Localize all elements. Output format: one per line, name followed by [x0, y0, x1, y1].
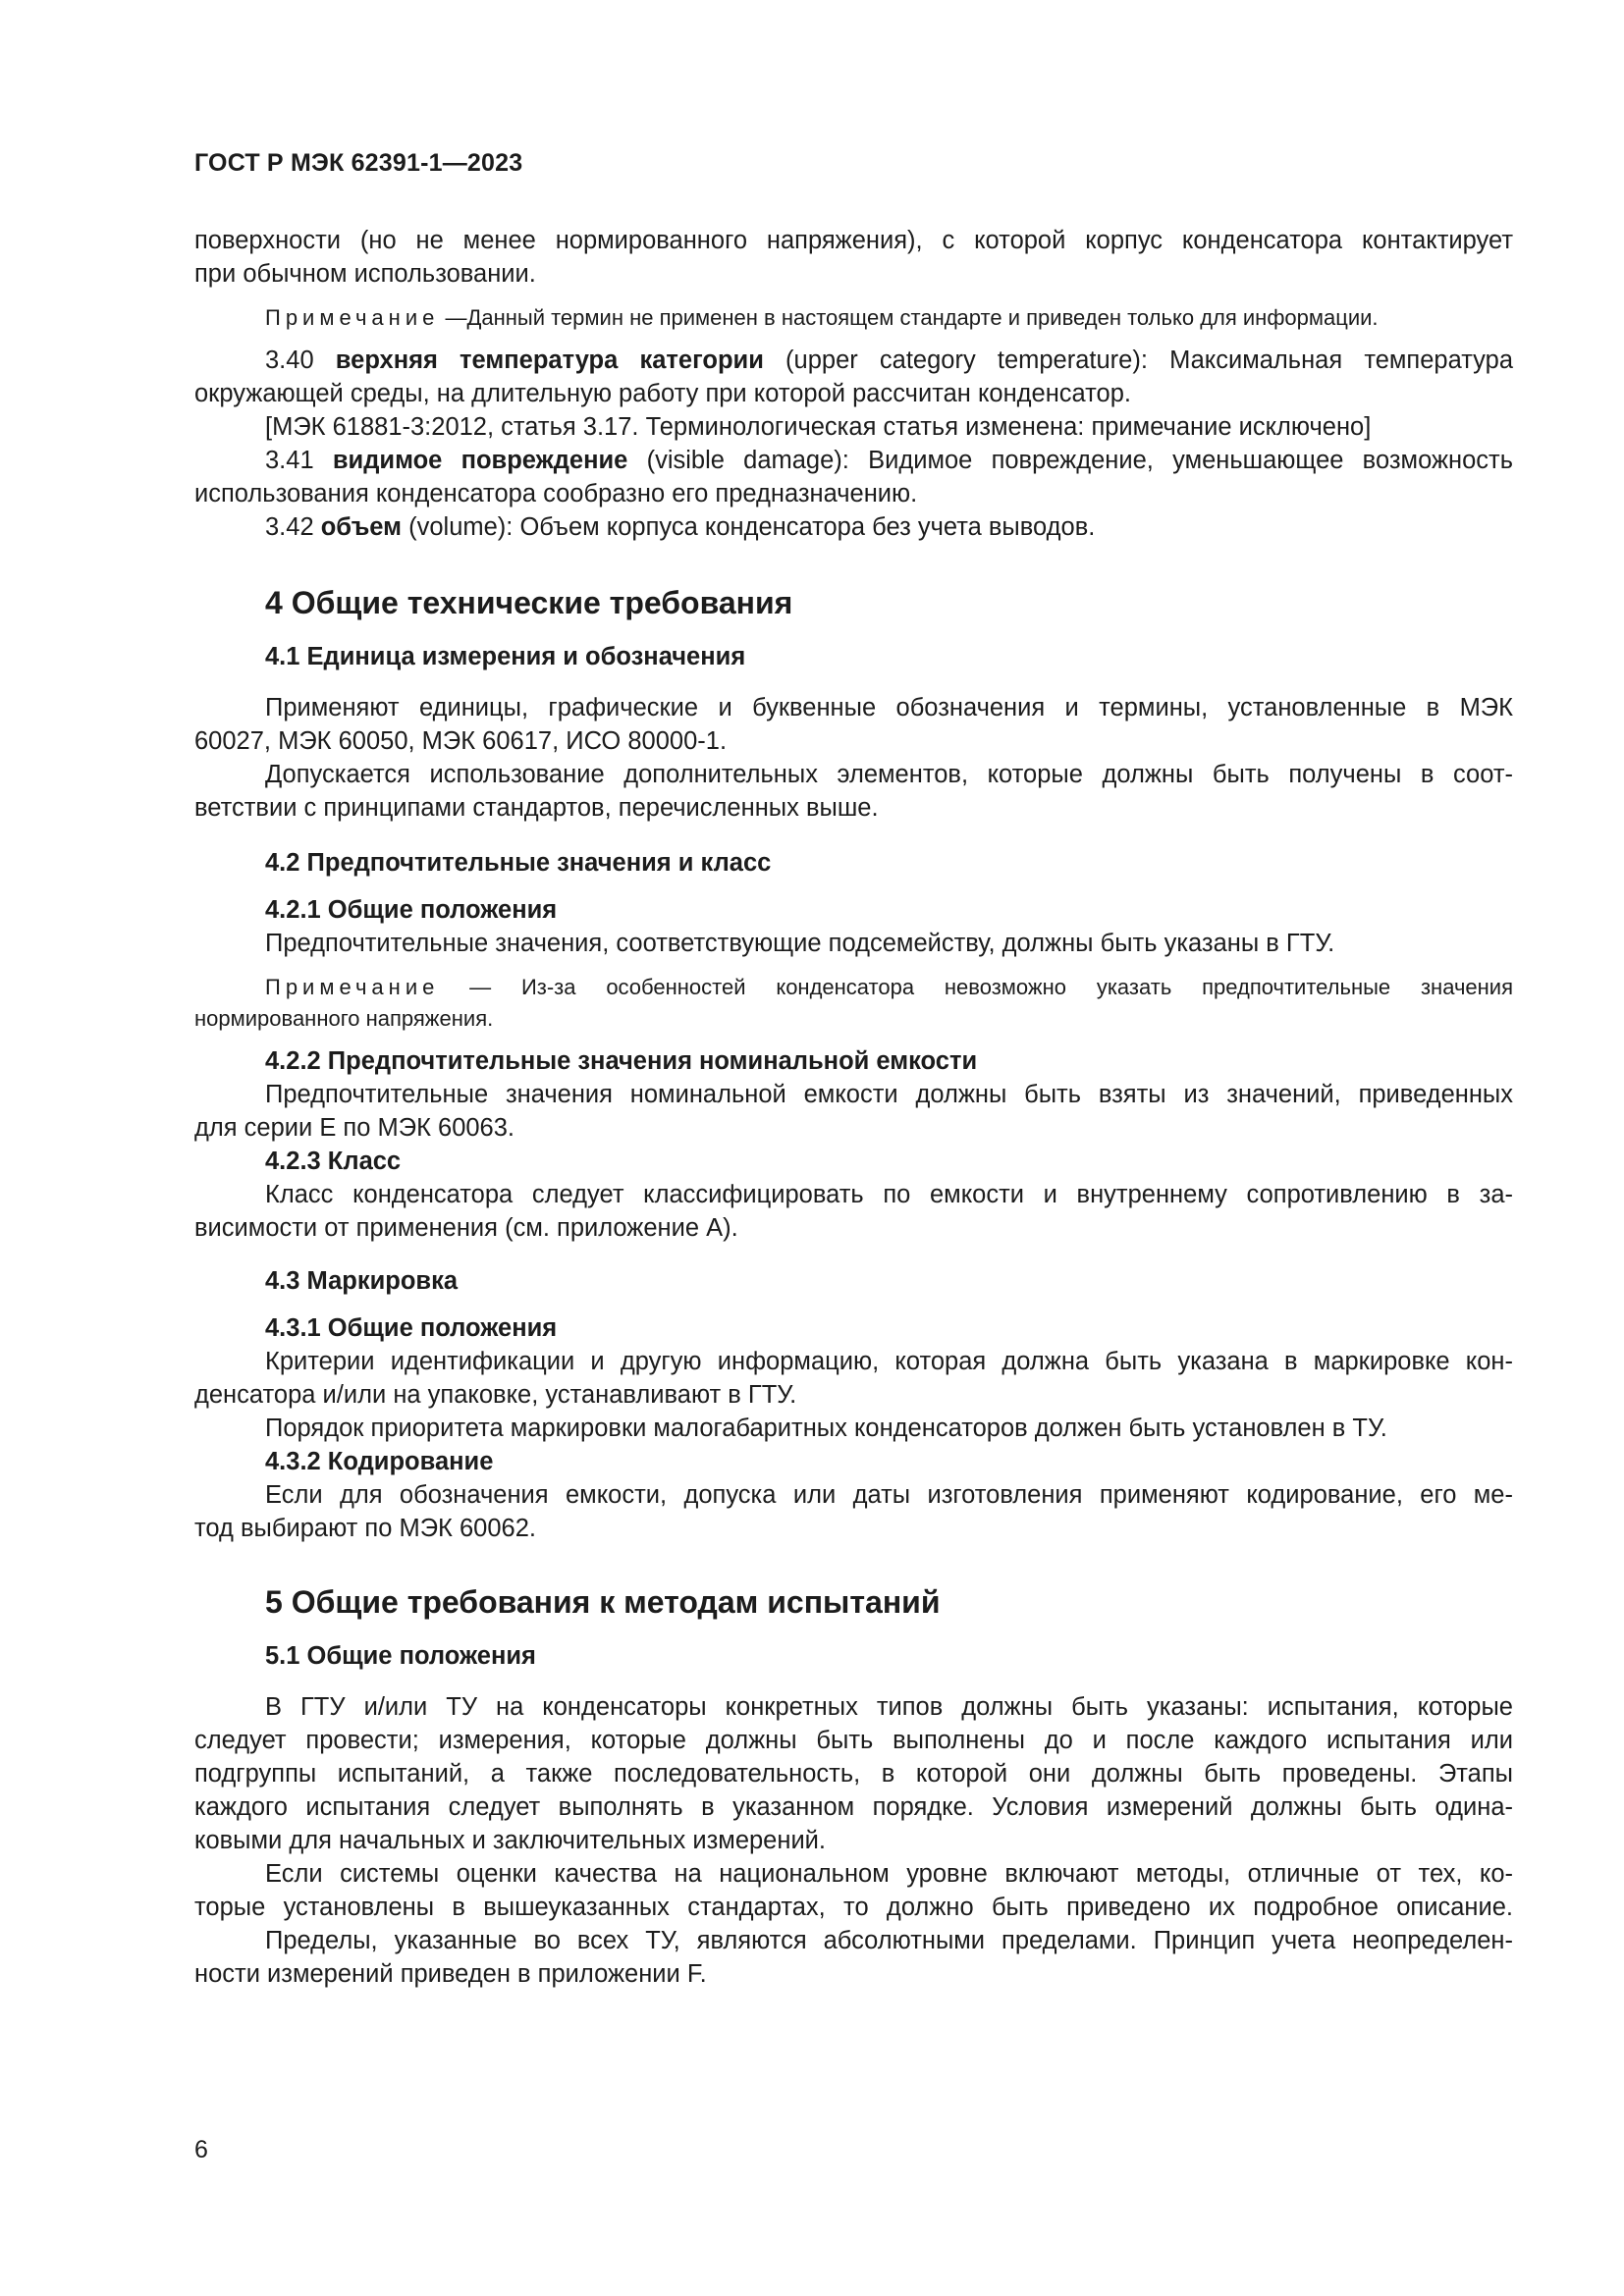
subsection-heading-4-1: 4.1 Единица измерения и обозначения	[265, 643, 746, 670]
text-line: Пределы, указанные во всех ТУ, являются абсолютными пределами. Принцип учета неопределен-	[265, 1927, 1513, 1954]
text-line: ветствии с принципами стандартов, перечисленных выше.	[194, 794, 879, 822]
term-number: 3.42	[265, 513, 321, 541]
text-line: Порядок приоритета маркировки малогабаритных конденсаторов должен быть установлен в ТУ.	[265, 1415, 1387, 1442]
subsection-heading-4-2: 4.2 Предпочтительные значения и класс	[265, 849, 772, 877]
subsection-heading-4-2-2: 4.2.2 Предпочтительные значения номинальной емкости	[265, 1047, 978, 1075]
text-line: для серии Е по МЭК 60063.	[194, 1114, 515, 1142]
subsection-heading-4-3-1: 4.3.1 Общие положения	[265, 1314, 558, 1342]
page-number: 6	[194, 2136, 208, 2163]
term-source: [МЭК 61881-3:2012, статья 3.17. Терминологическая статья изменена: примечание исключено]	[265, 413, 1372, 441]
text-line: Допускается использование дополнительных элементов, которые должны быть получены в соот-	[265, 761, 1513, 788]
text-line: Критерии идентификации и другую информацию, которая должна быть указана в маркировке кон-	[265, 1348, 1513, 1375]
text-line: следует провести; измерения, которые должны быть выполнены до и после каждого испытания или	[194, 1727, 1513, 1754]
term-entry-3-40	[194, 344, 1513, 377]
section-heading-5: 5 Общие требования к методам испытаний	[265, 1584, 941, 1620]
term-name: объем	[320, 513, 403, 541]
text-line: каждого испытания следует выполнять в указанном порядке. Условия измерений должны быть одина-	[194, 1793, 1513, 1821]
text-line: Класс конденсатора следует классифицировать по емкости и внутреннему сопротивлению в за-	[265, 1181, 1513, 1208]
text-line: окружающей среды, на длительную работу при которой рассчитан конденсатор.	[194, 380, 1132, 407]
note-text: —Данный термин не применен в настоящем стандарте и приведен только для информации.	[439, 305, 1379, 330]
term-number: 3.40	[265, 347, 336, 374]
note-text: — Из-за особенностей конденсатора невозможно указать предпочтительные значения	[439, 975, 1513, 999]
standard-designation: ГОСТ Р МЭК 62391-1—2023	[194, 149, 523, 177]
section-heading-4: 4 Общие технические требования	[265, 585, 793, 620]
text-line: Предпочтительные значения, соответствующие подсемейству, должны быть указаны в ГТУ.	[265, 930, 1335, 957]
term-name: видимое повреждение	[332, 447, 628, 474]
text-line: висимости от применения (см. приложение А).	[194, 1214, 738, 1242]
subsection-heading-4-3-2: 4.3.2 Кодирование	[265, 1448, 494, 1475]
note	[265, 302, 1513, 334]
text-line: поверхности (но не менее нормированного напряжения), с которой корпус конденсатора контактирует	[194, 227, 1513, 254]
term-name: верхняя температура категории	[335, 347, 764, 374]
text-line: ковыми для начальных и заключительных измерений.	[194, 1827, 827, 1854]
note	[265, 972, 1513, 1003]
subsection-heading-5-1: 5.1 Общие положения	[265, 1642, 536, 1670]
subsection-heading-4-2-3: 4.2.3 Класс	[265, 1148, 402, 1175]
term-number: 3.41	[265, 447, 333, 474]
note-label: Примечание	[265, 305, 440, 330]
term-entry-3-42	[194, 510, 1513, 544]
text-line: использования конденсатора сообразно его предназначению.	[194, 480, 918, 507]
text-line: Если системы оценки качества на национальном уровне включают методы, отличные от тех, ко-	[265, 1860, 1513, 1888]
text-line: тод выбирают по МЭК 60062.	[194, 1515, 536, 1542]
note-label: Примечание	[265, 975, 440, 999]
text-line: денсатора и/или на упаковке, устанавливают в ГТУ.	[194, 1381, 797, 1409]
term-definition: (upper category temperature): Максимальная температура	[763, 347, 1514, 374]
document-body	[194, 224, 1513, 1991]
subsection-heading-4-2-1: 4.2.1 Общие положения	[265, 896, 558, 924]
text-line: Предпочтительные значения номинальной емкости должны быть взяты из значений, приведенных	[265, 1081, 1513, 1108]
note-text: нормированного напряжения.	[194, 1006, 494, 1031]
text-line: при обычном использовании.	[194, 260, 536, 288]
text-line: подгруппы испытаний, а также последовательность, в которой они должны быть проведены. Этапы	[194, 1760, 1513, 1788]
term-definition: (volume): Объем корпуса конденсатора без учета выводов.	[402, 513, 1096, 541]
text-line: торые установлены в вышеуказанных стандартах, то должно быть приведено их подробное описание.	[194, 1894, 1513, 1921]
text-line: Если для обозначения емкости, допуска или даты изготовления применяют кодирование, его ме-	[265, 1481, 1513, 1509]
text-line: ности измерений приведен в приложении F.	[194, 1960, 707, 1988]
term-entry-3-41	[194, 444, 1513, 477]
subsection-heading-4-3: 4.3 Маркировка	[265, 1267, 459, 1295]
term-definition: (visible damage): Видимое повреждение, уменьшающее возможность	[627, 447, 1513, 474]
text-line: 60027, МЭК 60050, МЭК 60617, ИСО 80000-1.	[194, 727, 728, 755]
text-line: Применяют единицы, графические и буквенные обозначения и термины, установленные в МЭК	[265, 694, 1513, 721]
text-line: В ГТУ и/или ТУ на конденсаторы конкретных типов должны быть указаны: испытания, которые	[265, 1693, 1513, 1721]
